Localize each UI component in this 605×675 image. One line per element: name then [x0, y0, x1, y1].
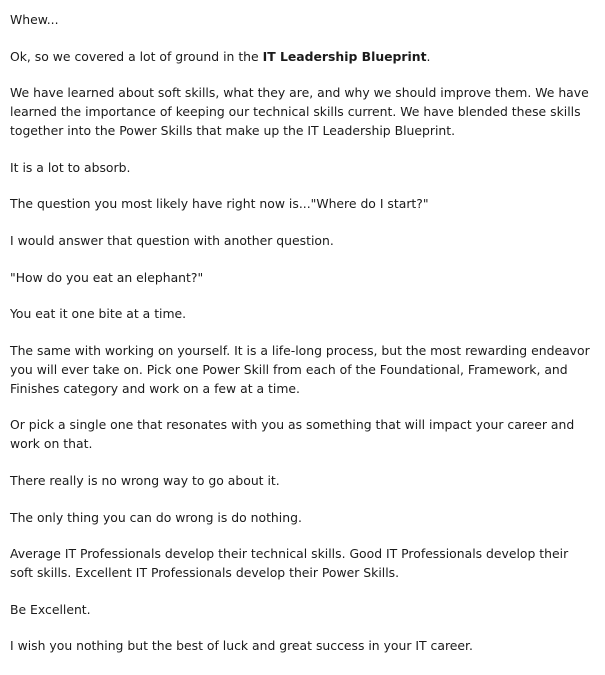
document-body: [10, 0, 595, 673]
paragraph-do-nothing: The only thing you can do wrong is do nothing.: [10, 509, 302, 525]
paragraph-answer: I would answer that question with another question.: [10, 232, 334, 248]
paragraph-soft-skills: We have learned about soft skills, what they are, and why we should improve them. We have learned the importance of keeping our technical skills current. We have blended these skills together into the Power Skills that make up the IT Leadership Blueprint.: [10, 85, 589, 139]
paragraph-be-excellent: Be Excellent.: [10, 601, 91, 617]
paragraph-elephant: "How do you eat an elephant?": [10, 269, 204, 285]
intro-text: Ok, so we covered a lot of ground in the: [10, 48, 263, 64]
paragraph-intro: [10, 47, 595, 66]
paragraph-whew: Whew...: [10, 12, 59, 27]
paragraph-no-wrong-way: There really is no wrong way to go about it.: [10, 472, 280, 488]
paragraph-absorb: It is a lot to absorb.: [10, 159, 131, 175]
paragraph-one-bite: You eat it one bite at a time.: [10, 306, 187, 322]
paragraph-working-on-yourself: The same with working on yourself. It is a life-long process, but the most rewarding endeavor you will ever take on. Pick one Power Skill from each of the Foundational, Framework, and Finishes category and work on a few at a time.: [10, 342, 590, 396]
paragraph-best-of-luck: I wish you nothing but the best of luck and great success in your IT career.: [10, 638, 473, 654]
paragraph-question: The question you most likely have right now is..."Where do I start?": [10, 196, 429, 212]
paragraph-professionals: Average IT Professionals develop their technical skills. Good IT Professionals develop their soft skills. Excellent IT Professionals develop their Power Skills.: [10, 546, 569, 581]
blueprint-title: IT Leadership Blueprint: [262, 48, 427, 64]
intro-period: .: [426, 48, 431, 64]
paragraph-pick-one: Or pick a single one that resonates with you as something that will impact your career and work on that.: [10, 417, 575, 452]
